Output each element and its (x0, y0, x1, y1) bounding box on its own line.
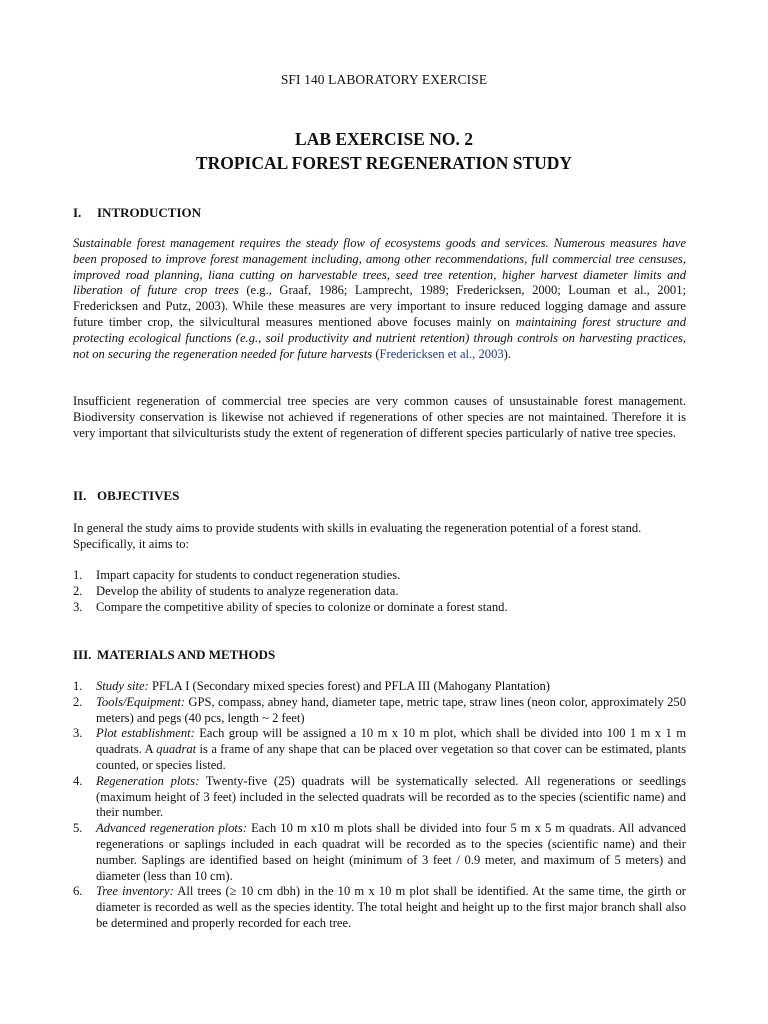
list-number: 2. (73, 583, 83, 598)
exercise-subtitle: TROPICAL FOREST REGENERATION STUDY (195, 153, 573, 173)
list-item (73, 726, 686, 773)
list-item-text: Develop the ability of students to analyze regeneration data. (96, 583, 399, 598)
introduction-paragraph-2: Insufficient regeneration of commercial tree species are very common causes of unsustainable forest management. Biodiversity conservation is likewise not achieved if regenerations of other species are not maintained. Therefore it is very important that silviculturists study the extent of regeneration of different species particularly of native tree species. (73, 394, 686, 440)
list-item-text: All trees (≥ 10 cm dbh) in the 10 m x 10 m plot shall be identified. At the same time, the girth or diameter is recorded as well as the species identity. The total height and height up to the first major branch shall also be determined and properly recorded for each tree. (96, 884, 686, 930)
list-number: 3. (73, 599, 83, 614)
list-item (73, 695, 686, 727)
term-quadrat: quadrat (156, 742, 197, 757)
intro-text: (e.g., Graaf, 1986; Lamprecht, 1989; Fredericksen, 2000; Louman et al., 2001; Fredericksen and Putz, 2003). While these measures are very important to insure reduced logging damage and assure future timber crop, the silvicultural measures mentioned above focuses mainly on (73, 283, 686, 329)
list-item-text: Impart capacity for students to conduct regeneration studies. (96, 568, 401, 582)
item-label: Study site: (96, 679, 149, 693)
list-number: 1. (73, 679, 83, 693)
list-item-text: Compare the competitive ability of species to colonize or dominate a forest stand. (96, 599, 508, 614)
list-number: 6. (73, 884, 83, 899)
list-number: 4. (73, 773, 83, 788)
list-item (73, 568, 686, 584)
item-label: Tree inventory: (96, 884, 174, 899)
course-header: SFI 140 LABORATORY EXERCISE (280, 72, 488, 87)
section-number: II. (73, 488, 87, 503)
intro-italic-text: maintaining forest structure and protecting ecological functions (e.g., soil productivity and nutrient retention) through controls on harvesting practices, not on securing the regeneration needed for future harvests (73, 314, 687, 361)
introduction-paragraph-1 (73, 236, 686, 362)
list-number: 2. (73, 694, 83, 709)
section-introduction-heading (73, 205, 201, 221)
list-item-text: is a frame of any shape that can be placed over vegetation so that cover can be estimated, plants counted, or species listed. (96, 742, 686, 772)
list-item-text: PFLA I (Secondary mixed species forest) and PFLA III (Mahogany Plantation) (148, 679, 550, 693)
section-title: MATERIALS AND METHODS (97, 647, 276, 662)
methods-list (73, 679, 686, 932)
intro-text: ). (503, 346, 512, 361)
list-item-text: Each 10 m x10 m plots shall be divided into four 5 m x 5 m quadrats. All advanced regenerations or saplings included in each quadrat will be recorded as to the species (scientific name) and their number. Saplings are identified based on height (minimum of 3 feet / 0.9 meter, and maximum of 5 meters) and diameter (less than 10 cm). (96, 821, 686, 883)
list-item (73, 774, 686, 821)
intro-text: ( (372, 346, 380, 361)
list-item (73, 884, 686, 931)
list-item-text: GPS, compass, abney hand, diameter tape, metric tape, straw lines (neon color, approximately 250 meters) and pegs (40 pcs, length ~ 2 feet) (96, 694, 686, 725)
list-number: 3. (73, 726, 83, 741)
list-item-text: Each group will be assigned a 10 m x 10 m plot, which shall be divided into 100 1 m x 1 m quadrats. A (96, 726, 686, 757)
list-item (73, 584, 686, 600)
section-title: OBJECTIVES (97, 488, 180, 503)
list-item (73, 679, 686, 695)
list-item-text: Twenty-five (25) quadrats will be systematically selected. All regenerations or seedlings (maximum height of 3 feet) included in the selected quadrats will be recorded as to the species (scientific name) and their number. (96, 773, 687, 820)
section-objectives-heading (73, 488, 179, 504)
section-number: I. (73, 205, 82, 220)
objectives-list (73, 568, 686, 615)
citation-link[interactable]: Fredericksen et al., 2003 (379, 346, 504, 361)
list-item (73, 600, 686, 616)
list-item (73, 821, 686, 884)
item-label: Tools/Equipment: (96, 694, 186, 709)
section-methods-heading (73, 647, 275, 663)
section-number: III. (73, 647, 92, 662)
objectives-intro: In general the study aims to provide students with skills in evaluating the regeneration potential of a forest stand. Specifically, it aims to: (73, 521, 642, 551)
item-label: Advanced regeneration plots: (96, 821, 248, 836)
section-title: INTRODUCTION (97, 205, 202, 220)
list-number: 1. (73, 568, 83, 582)
intro-italic-text: Sustainable forest management requires the steady flow of ecosystems goods and services. Numerous measures have been proposed to improve forest management including, among other recommendations, full commercial tree censuses, improved road planning, liana cutting on harvestable trees, seed tree retention, higher harvest diameter limits and liberation of future crop trees (73, 236, 686, 298)
item-label: Plot establishment: (96, 726, 195, 741)
exercise-title: LAB EXERCISE NO. 2 (295, 129, 473, 149)
list-number: 5. (73, 821, 83, 836)
item-label: Regeneration plots: (96, 773, 200, 788)
